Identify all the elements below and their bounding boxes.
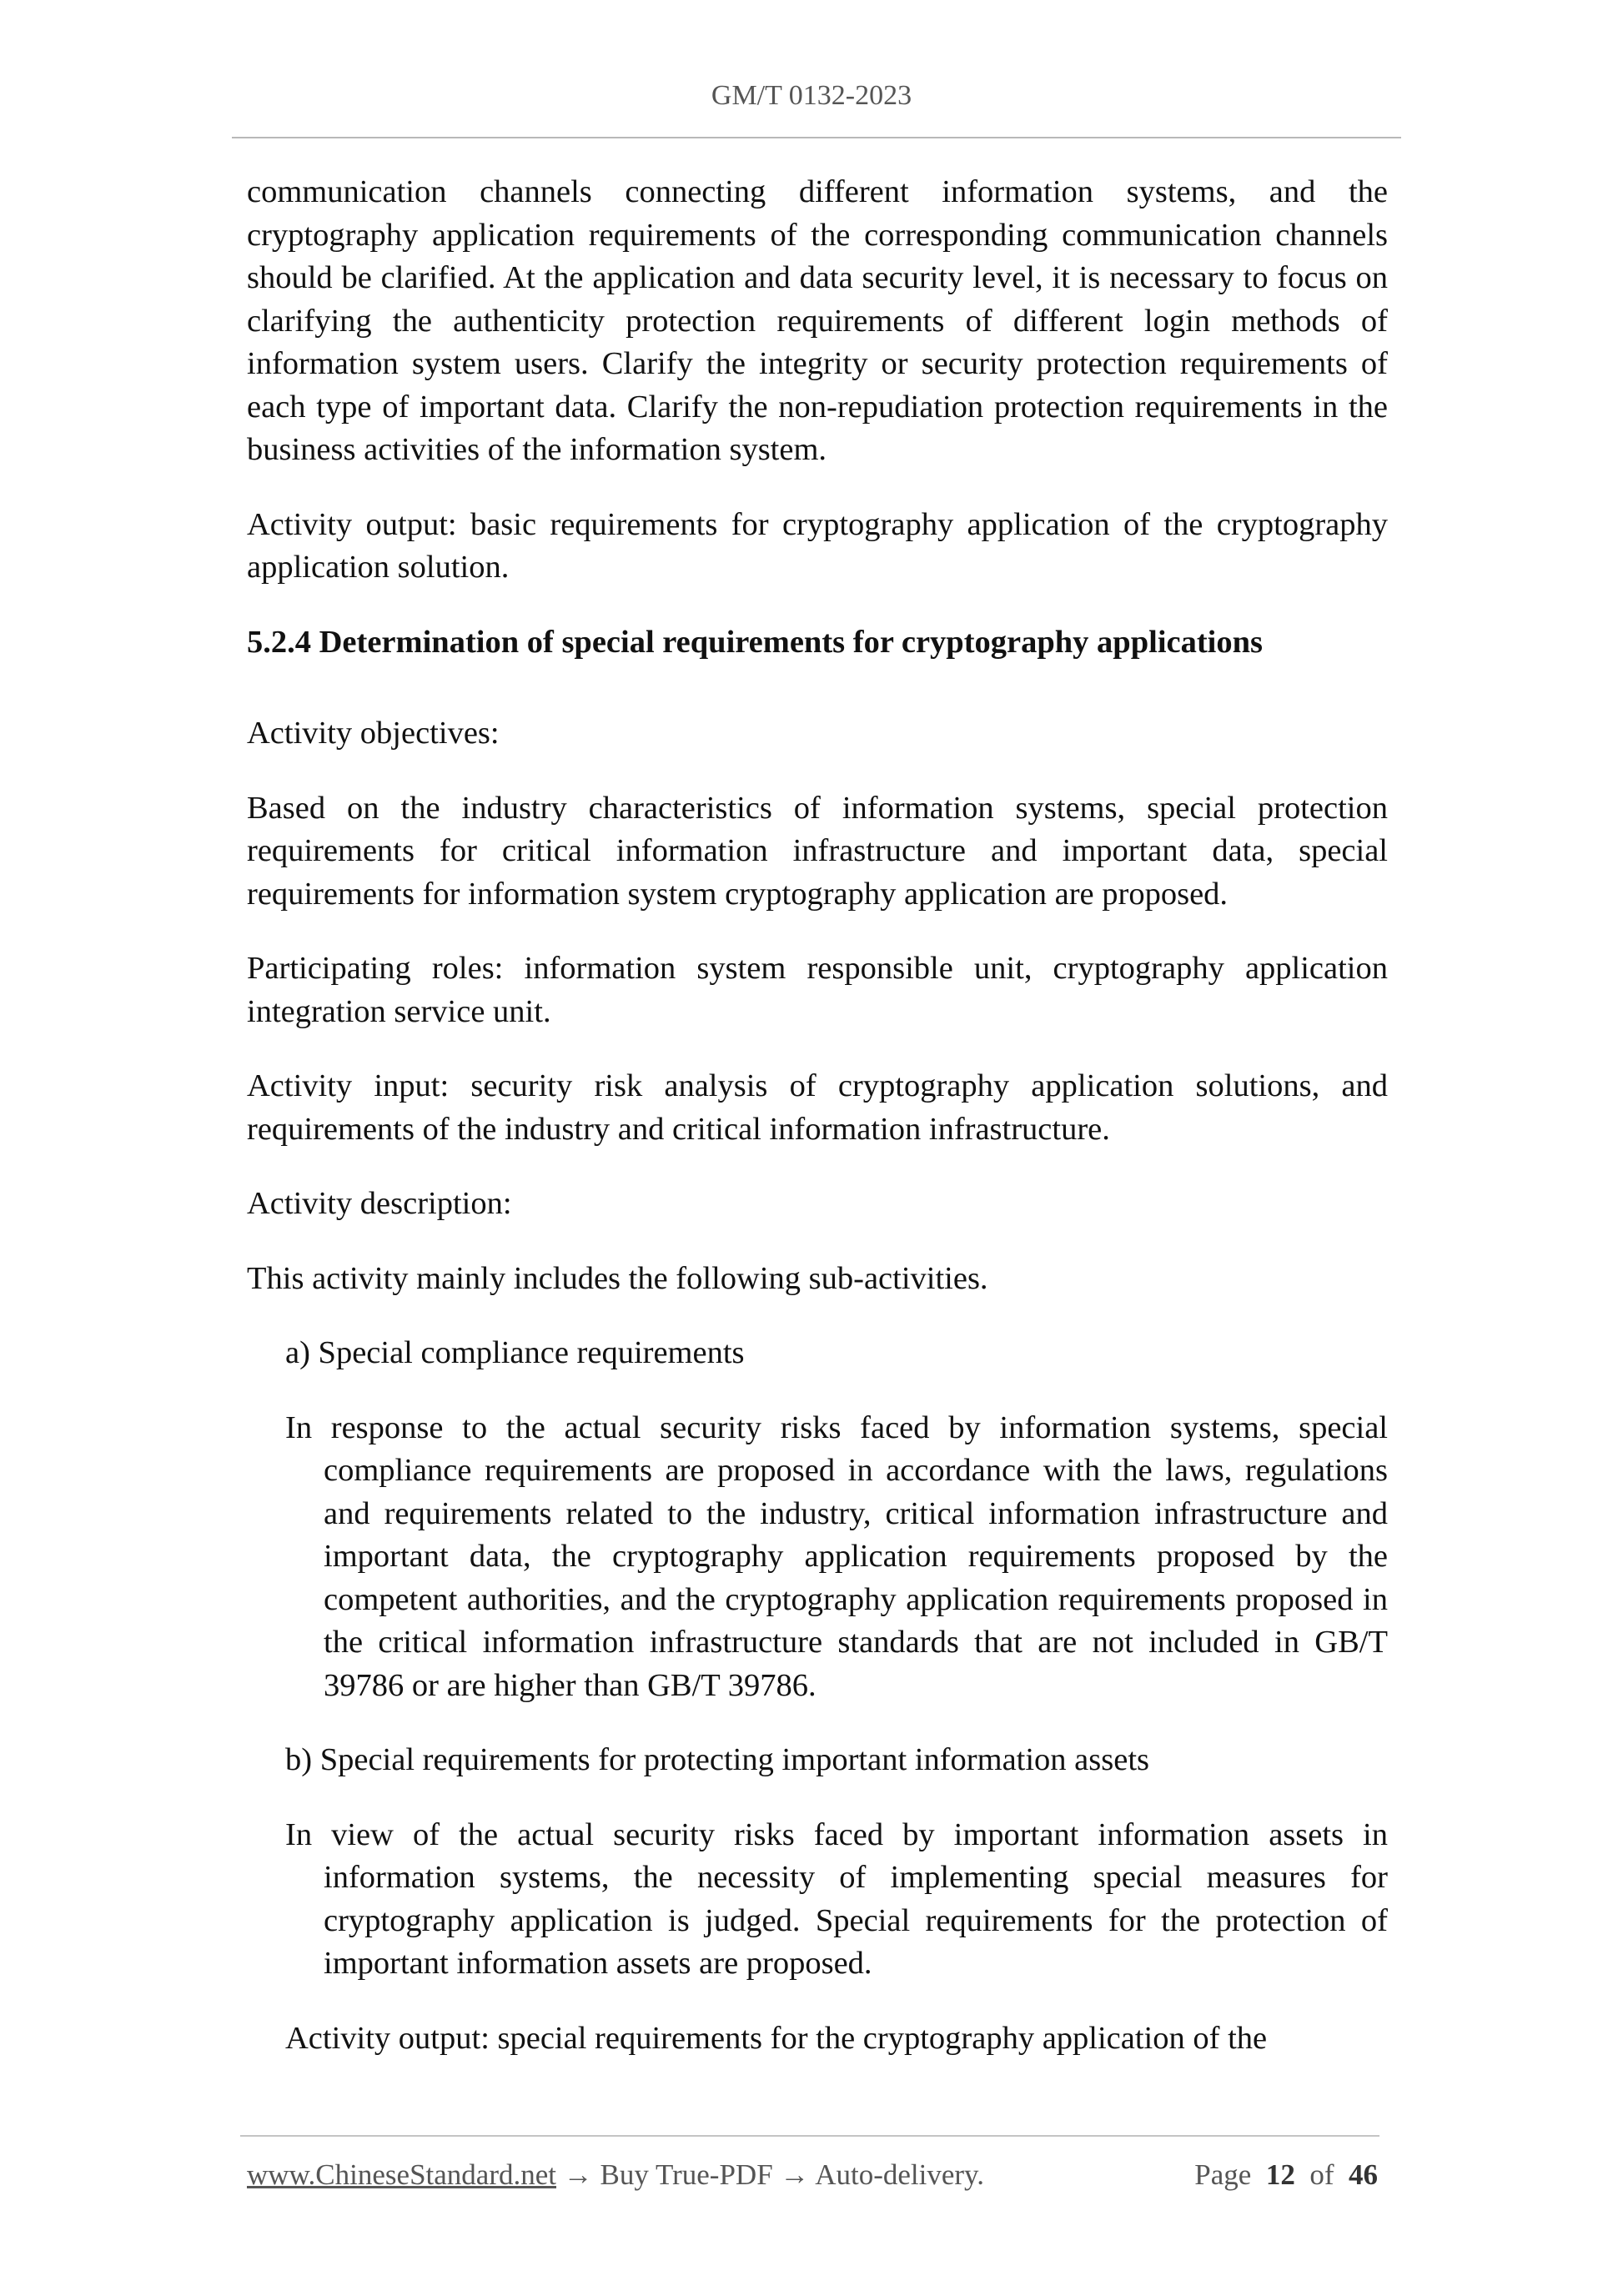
participating-roles: Participating roles: information system responsible unit, cryptography application integration service unit.: [247, 951, 1388, 1029]
page-word: Page: [1194, 2158, 1252, 2191]
document-code: GM/T 0132-2023: [711, 80, 912, 111]
page-current: 12: [1265, 2158, 1295, 2191]
item-a-label: a) Special compliance requirements: [285, 1335, 745, 1370]
site-link[interactable]: www.ChineseStandard.net: [247, 2158, 556, 2191]
subactivities-intro: This activity mainly includes the following sub-activities.: [247, 1260, 988, 1296]
header-divider: [232, 137, 1401, 138]
item-a-text: In response to the actual security risks faced by information systems, special compliance requirements are proposed in accordance with the laws, regulations and requirements related to the industry, critical information infrastructure and important data, the cryptography application requirements proposed by the competent authorities, and the cryptography application requirements proposed in the critical information infrastructure standards that are not included in GB/T 39786 or are higher than GB/T 39786.: [285, 1409, 1388, 1703]
of-word: of: [1309, 2158, 1334, 2191]
promo-text: → Buy True-PDF → Auto-delivery.: [563, 2158, 985, 2191]
intro-paragraph: communication channels connecting different information systems, and the cryptography application requirements of the corresponding communication channels should be clarified. At the application and data security level, it is necessary to focus on clarifying the authenticity protection requirements of different login methods of information system users. Clarify the integrity or security protection requirements of each type of important data. Clarify the non-repudiation protection requirements in the business activities of the information system.: [247, 174, 1388, 467]
page-body: [247, 171, 1388, 2060]
activity-input: Activity input: security risk analysis of cryptography application solutions, and requirements of the industry and critical information infrastructure.: [247, 1068, 1388, 1147]
page-total: 46: [1349, 2158, 1378, 2191]
description-label: Activity description:: [247, 1186, 512, 1221]
objectives-label: Activity objectives:: [247, 716, 500, 751]
page-footer: [247, 2158, 1378, 2200]
footer-promo: [247, 2158, 984, 2192]
section-heading: 5.2.4 Determination of special requirements for cryptography applications: [247, 624, 1264, 660]
item-b-label: b) Special requirements for protecting important information assets: [285, 1742, 1150, 1777]
item-b-text: In view of the actual security risks faced by important information assets in information systems, the necessity of implementing special measures for cryptography application is judged. Special requirements for the protection of important information assets are proposed.: [285, 1816, 1388, 1981]
activity-output: Activity output: special requirements for the cryptography application of the: [285, 2020, 1268, 2056]
footer-divider: [240, 2135, 1379, 2137]
objectives-text: Based on the industry characteristics of information systems, special protection requirements for critical information infrastructure and important data, special requirements for information system cryptography application are proposed.: [247, 790, 1388, 912]
page-number: [1194, 2158, 1378, 2192]
previous-activity-output: Activity output: basic requirements for cryptography application of the cryptography application solution.: [247, 506, 1388, 585]
page-header: [0, 80, 1623, 112]
